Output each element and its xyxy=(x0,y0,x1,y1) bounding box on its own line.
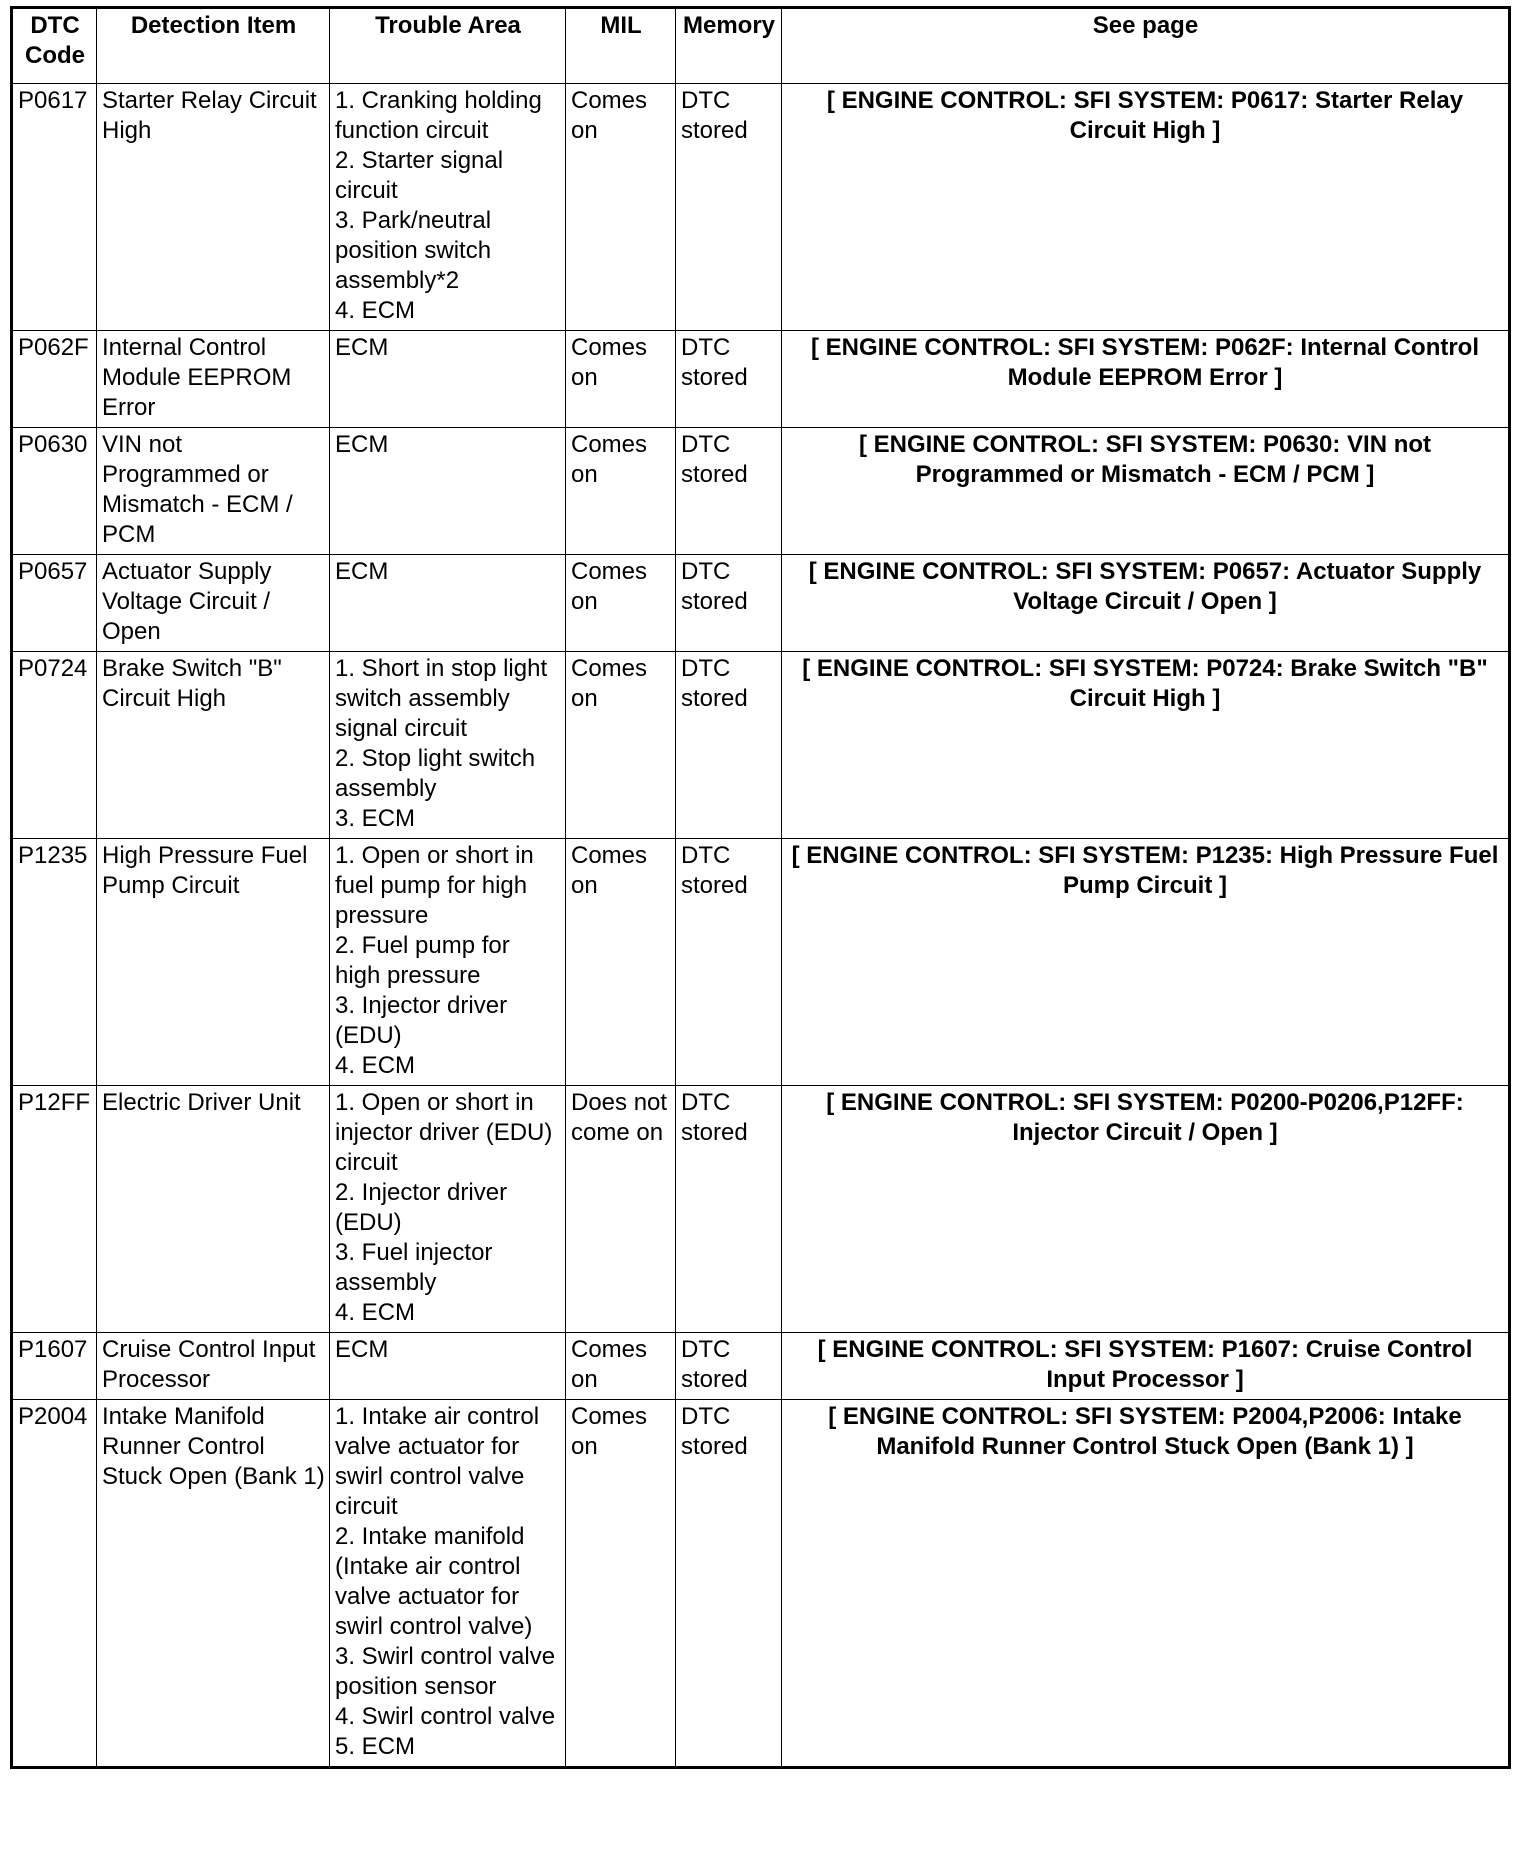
detection-item-cell: Brake Switch "B" Circuit High xyxy=(97,652,330,839)
trouble-area-cell xyxy=(330,84,566,331)
dtc-code-cell: P0724 xyxy=(12,652,97,839)
header-see-page: See page xyxy=(782,8,1510,84)
trouble-area-line: 3. ECM xyxy=(335,805,416,832)
memory-cell: DTC stored xyxy=(676,839,782,1086)
detection-item-cell: Actuator Supply Voltage Circuit / Open xyxy=(97,555,330,652)
dtc-table-sheet xyxy=(10,6,1511,1769)
trouble-area-line: ECM xyxy=(335,334,389,361)
see-page-link[interactable]: [ ENGINE CONTROL: SFI SYSTEM: P2004,P2006: Intake Manifold Runner Control Stuck Open (Bank 1) ] xyxy=(782,1400,1510,1768)
mil-cell: Comes on xyxy=(566,555,676,652)
dtc-code-cell: P062F xyxy=(12,331,97,428)
trouble-area-line: 1. Cranking holding function circuit xyxy=(335,87,542,144)
trouble-area-line: ECM xyxy=(335,558,389,585)
detection-item-cell: Internal Control Module EEPROM Error xyxy=(97,331,330,428)
trouble-area-cell xyxy=(330,839,566,1086)
memory-cell: DTC stored xyxy=(676,1400,782,1768)
dtc-code-cell: P2004 xyxy=(12,1400,97,1768)
mil-cell: Comes on xyxy=(566,1400,676,1768)
table-row xyxy=(12,652,1510,839)
see-page-link[interactable]: [ ENGINE CONTROL: SFI SYSTEM: P062F: Internal Control Module EEPROM Error ] xyxy=(782,331,1510,428)
trouble-area-line: 2. Injector driver (EDU) xyxy=(335,1179,508,1236)
trouble-area-line: 1. Open or short in fuel pump for high pressure xyxy=(335,842,534,929)
table-row xyxy=(12,839,1510,1086)
trouble-area-line: 1. Open or short in injector driver (EDU) circuit xyxy=(335,1089,553,1176)
header-memory: Memory xyxy=(676,8,782,84)
mil-cell: Comes on xyxy=(566,84,676,331)
dtc-code-cell: P0630 xyxy=(12,428,97,555)
trouble-area-line: 5. ECM xyxy=(335,1733,416,1760)
trouble-area-line: 4. Swirl control valve xyxy=(335,1703,556,1730)
table-row xyxy=(12,331,1510,428)
header-trouble-area: Trouble Area xyxy=(330,8,566,84)
mil-cell: Does not come on xyxy=(566,1086,676,1333)
memory-cell: DTC stored xyxy=(676,1333,782,1400)
mil-cell: Comes on xyxy=(566,652,676,839)
detection-item-cell: VIN not Programmed or Mismatch - ECM / PCM xyxy=(97,428,330,555)
trouble-area-line: 1. Intake air control valve actuator for swirl control valve circuit xyxy=(335,1403,540,1520)
see-page-link[interactable]: [ ENGINE CONTROL: SFI SYSTEM: P1607: Cruise Control Input Processor ] xyxy=(782,1333,1510,1400)
trouble-area-line: ECM xyxy=(335,1336,389,1363)
dtc-code-cell: P12FF xyxy=(12,1086,97,1333)
trouble-area-line: 3. Fuel injector assembly xyxy=(335,1239,493,1296)
table-row xyxy=(12,428,1510,555)
header-dtc-code: DTC Code xyxy=(12,8,97,84)
see-page-link[interactable]: [ ENGINE CONTROL: SFI SYSTEM: P0724: Brake Switch "B" Circuit High ] xyxy=(782,652,1510,839)
trouble-area-line: 3. Injector driver (EDU) xyxy=(335,992,508,1049)
trouble-area-cell xyxy=(330,652,566,839)
trouble-area-line: 2. Fuel pump for high pressure xyxy=(335,932,510,989)
header-detection-item: Detection Item xyxy=(97,8,330,84)
table-header-row xyxy=(12,8,1510,84)
trouble-area-cell xyxy=(330,555,566,652)
table-row xyxy=(12,1400,1510,1768)
dtc-code-cell: P0617 xyxy=(12,84,97,331)
trouble-area-cell xyxy=(330,331,566,428)
table-row xyxy=(12,84,1510,331)
see-page-link[interactable]: [ ENGINE CONTROL: SFI SYSTEM: P0657: Actuator Supply Voltage Circuit / Open ] xyxy=(782,555,1510,652)
trouble-area-cell xyxy=(330,1400,566,1768)
trouble-area-line: 3. Swirl control valve position sensor xyxy=(335,1643,556,1700)
detection-item-cell: High Pressure Fuel Pump Circuit xyxy=(97,839,330,1086)
mil-cell: Comes on xyxy=(566,428,676,555)
trouble-area-line: 2. Starter signal circuit xyxy=(335,147,504,204)
table-row xyxy=(12,555,1510,652)
see-page-link[interactable]: [ ENGINE CONTROL: SFI SYSTEM: P0630: VIN not Programmed or Mismatch - ECM / PCM ] xyxy=(782,428,1510,555)
trouble-area-cell xyxy=(330,1086,566,1333)
memory-cell: DTC stored xyxy=(676,555,782,652)
see-page-link[interactable]: [ ENGINE CONTROL: SFI SYSTEM: P0200-P0206,P12FF: Injector Circuit / Open ] xyxy=(782,1086,1510,1333)
memory-cell: DTC stored xyxy=(676,1086,782,1333)
header-mil: MIL xyxy=(566,8,676,84)
mil-cell: Comes on xyxy=(566,331,676,428)
dtc-code-cell: P1607 xyxy=(12,1333,97,1400)
detection-item-cell: Electric Driver Unit xyxy=(97,1086,330,1333)
trouble-area-line: 4. ECM xyxy=(335,297,416,324)
memory-cell: DTC stored xyxy=(676,652,782,839)
dtc-code-cell: P0657 xyxy=(12,555,97,652)
trouble-area-line: 4. ECM xyxy=(335,1052,416,1079)
memory-cell: DTC stored xyxy=(676,331,782,428)
mil-cell: Comes on xyxy=(566,839,676,1086)
trouble-area-line: 4. ECM xyxy=(335,1299,416,1326)
trouble-area-cell xyxy=(330,1333,566,1400)
table-row xyxy=(12,1333,1510,1400)
dtc-table xyxy=(10,6,1511,1769)
detection-item-cell: Starter Relay Circuit High xyxy=(97,84,330,331)
table-row xyxy=(12,1086,1510,1333)
trouble-area-line: 3. Park/neutral position switch assembly*2 xyxy=(335,207,492,294)
memory-cell: DTC stored xyxy=(676,428,782,555)
see-page-link[interactable]: [ ENGINE CONTROL: SFI SYSTEM: P1235: High Pressure Fuel Pump Circuit ] xyxy=(782,839,1510,1086)
trouble-area-line: 2. Stop light switch assembly xyxy=(335,745,536,802)
trouble-area-cell xyxy=(330,428,566,555)
dtc-code-cell: P1235 xyxy=(12,839,97,1086)
trouble-area-line: 1. Short in stop light switch assembly signal circuit xyxy=(335,655,548,742)
trouble-area-line: 2. Intake manifold (Intake air control valve actuator for swirl control valve) xyxy=(335,1523,533,1640)
detection-item-cell: Intake Manifold Runner Control Stuck Open (Bank 1) xyxy=(97,1400,330,1768)
memory-cell: DTC stored xyxy=(676,84,782,331)
see-page-link[interactable]: [ ENGINE CONTROL: SFI SYSTEM: P0617: Starter Relay Circuit High ] xyxy=(782,84,1510,331)
mil-cell: Comes on xyxy=(566,1333,676,1400)
trouble-area-line: ECM xyxy=(335,431,389,458)
table-body xyxy=(12,84,1510,1768)
detection-item-cell: Cruise Control Input Processor xyxy=(97,1333,330,1400)
